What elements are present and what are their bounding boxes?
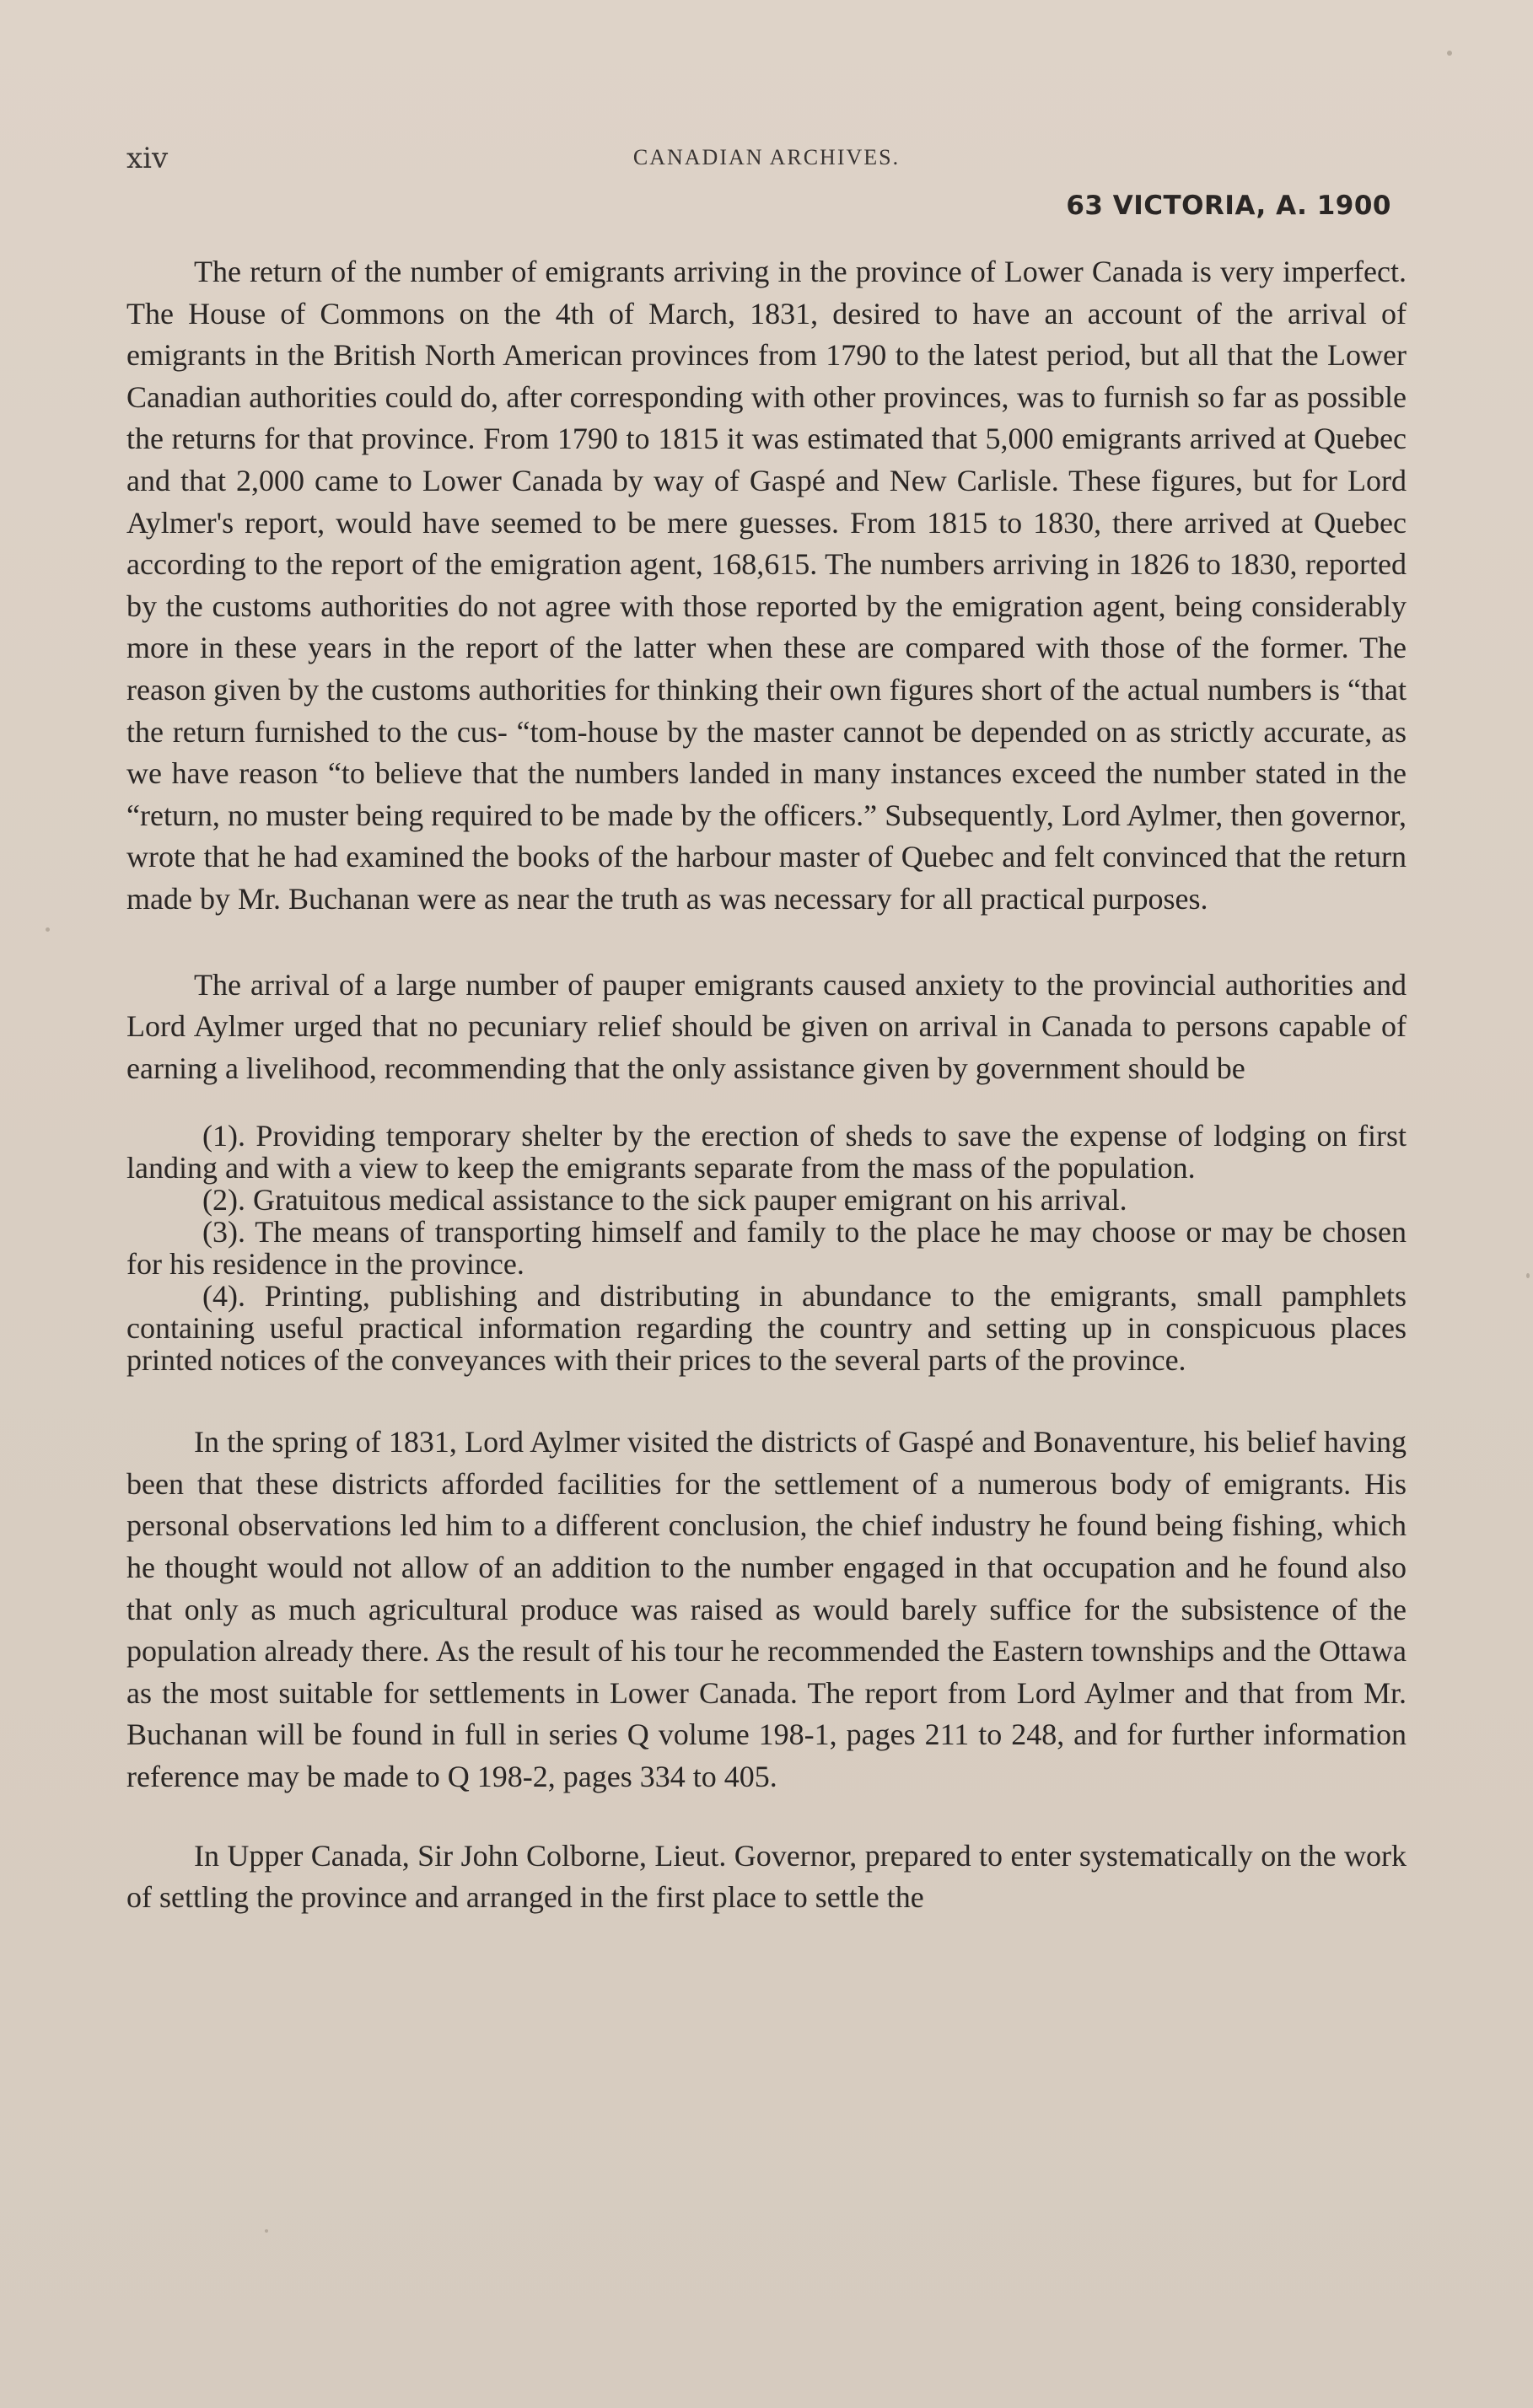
paper-speck [1526, 1273, 1530, 1278]
list-item: (3). The means of transporting himself and family to the place he may choose or may be chosen for his residence in the province. [126, 1215, 1407, 1282]
paper-speck [46, 927, 50, 932]
paragraph-gaspe-visit: In the spring of 1831, Lord Aylmer visited the districts of Gaspé and Bonaventure, his belief having been that these districts afforded facilities for the settlement of a numerous body of emigrants. His personal observations led him to a different conclusion, the chief industry he found being fishing, which he thought would not allow of an addition to the number engaged in that occupation and he found also that only as much agricultural produce was raised as would barely suffice for the subsistence of the population already there. As the result of his tour he recommended the Eastern townships and the Ottawa as the most suitable for settlements in Lower Canada. The report from Lord Aylmer and that from Mr. Buchanan will be found in full in series Q volume 198-1, pages 211 to 248, and for further information reference may be made to Q 198-2, pages 334 to 405. [126, 1425, 1407, 1794]
page-number: xiv [126, 142, 169, 175]
paper-speck [1447, 51, 1452, 56]
document-body [126, 251, 1407, 1919]
paragraph-emigrant-returns: The return of the number of emigrants arriving in the province of Lower Canada is very imperfect. The House of Commons on the 4th of March, 1831, desired to have an account of the arrival of emigrants in the British North American provinces from 1790 to the latest period, but all that the Lower Canadian authorities could do, after corresponding with other provinces, was to furnish so far as possible the returns for that province. From 1790 to 1815 it was estimated that 5,000 emigrants arrived at Quebec and that 2,000 came to Lower Canada by way of Gaspé and New Carlisle. These figures, but for Lord Aylmer's report, would have seemed to be mere guesses. From 1815 to 1830, there arrived at Quebec according to the report of the emigration agent, 168,615. The numbers arriving in 1826 to 1830, reported by the customs authorities do not agree with those reported by the emigration agent, being considerably more in these years in the report of the latter when these are compared with those of the former. The reason given by the customs authorities for thinking their own figures short of the actual numbers is “that the return furnished to the cus- “tom-house by the master cannot be depended on as strictly accurate, as we have reason “to believe that the numbers landed in many instances exceed the number stated in the “return, no muster being required to be made by the officers.” Subsequently, Lord Aylmer, then governor, wrote that he had examined the books of the harbour master of Quebec and felt convinced that the return made by Mr. Buchanan were as near the truth as was necessary for all practical purposes. [126, 255, 1407, 916]
list-item: (2). Gratuitous medical assistance to the sick pauper emigrant on his arrival. [202, 1183, 1127, 1217]
session-tag: 63 VICTORIA, A. 1900 [1066, 191, 1391, 221]
paragraph-pauper-emigrants: The arrival of a large number of pauper emigrants caused anxiety to the provincial authorities and Lord Aylmer urged that no pecuniary relief should be given on arrival in Canada to persons capable of earning a livelihood, recommending that the only assistance given by government should be [126, 967, 1407, 1085]
paragraph-upper-canada: In Upper Canada, Sir John Colborne, Lieut. Governor, prepared to enter systematically on the work of settling the province and arranged in the first place to settle the [126, 1838, 1407, 1915]
page-header [126, 142, 1407, 175]
list-item: (1). Providing temporary shelter by the erection of sheds to save the expense of lodging on first landing and with a view to keep the emigrants separate from the mass of the population. [126, 1119, 1407, 1185]
paper-speck [265, 2229, 268, 2233]
list-item: (4). Printing, publishing and distributing in abundance to the emigrants, small pamphlets containing useful practical information regarding the country and setting up in conspicuous places printed notices of the conveyances with their prices to the several parts of the province. [126, 1279, 1407, 1378]
recommendation-list [126, 1120, 1407, 1376]
running-title: CANADIAN ARCHIVES. [632, 145, 901, 169]
